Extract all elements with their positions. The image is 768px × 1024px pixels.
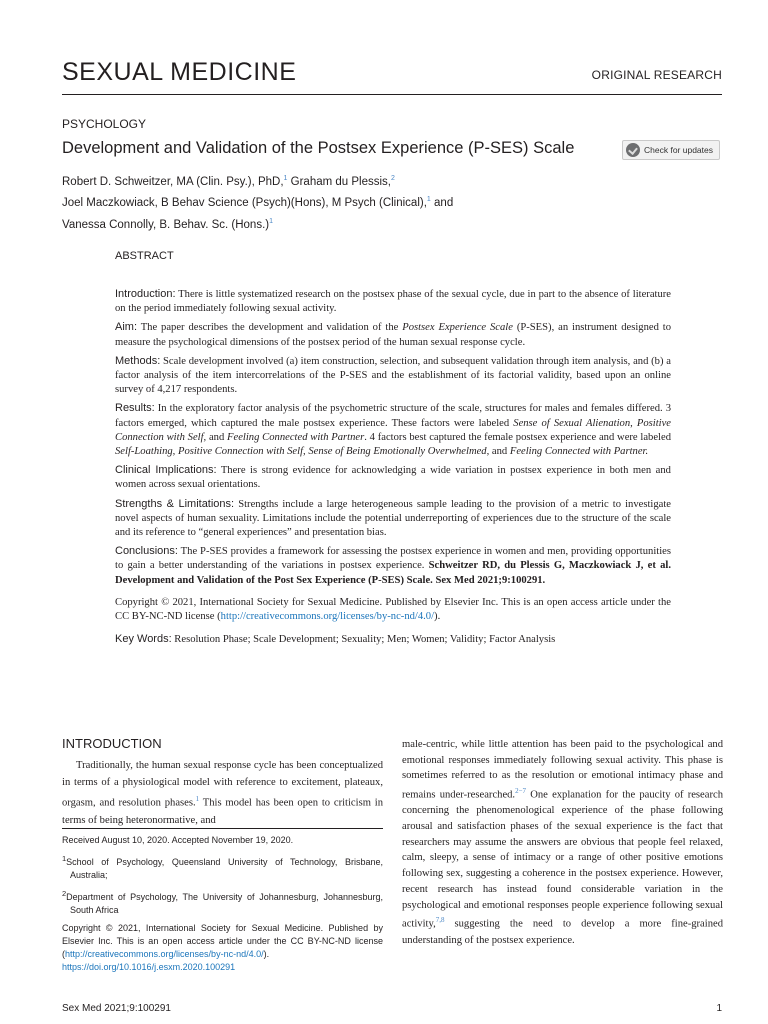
copyright-text: Copyright © 2021, International Society for Sexual Medicine. Published by Elsevier Inc. This is an open access article under the CC BY-NC-ND license ( xyxy=(62,923,383,959)
keywords-text: Resolution Phase; Scale Development; Sexuality; Men; Women; Validity; Factor Analysis xyxy=(171,634,556,646)
check-for-updates-button[interactable] xyxy=(622,140,720,160)
abstract-heading: ABSTRACT xyxy=(115,250,174,262)
introduction-heading: INTRODUCTION xyxy=(62,736,162,751)
abstract-text: . 4 factors best captured the female postsex experience and were labeled xyxy=(364,431,672,443)
abstract-label: Aim: xyxy=(115,321,137,334)
abstract-text: Postsex Experience Scale xyxy=(402,322,513,334)
abstract-text: (P-SES), an instrument designed to measure the psychological dimensions of the postsex period of the human sexual response cycle. xyxy=(115,322,671,348)
affiliation-ref[interactable]: 1 xyxy=(283,175,288,182)
abstract-aim xyxy=(115,320,671,349)
body-text: This model has been open to criticism in terms of being heteronormative, and xyxy=(62,797,383,826)
reference-link[interactable]: 1 xyxy=(195,795,200,803)
author-line: Robert D. Schweitzer, MA (Clin. Psy.), PhD, xyxy=(62,175,284,188)
affiliation-footnote xyxy=(62,852,383,882)
abstract-body xyxy=(115,287,671,651)
reference-link[interactable]: 2−7 xyxy=(515,787,527,796)
author-list xyxy=(62,170,702,234)
footnote-copyright xyxy=(62,922,383,974)
abstract-label: Strengths & Limitations: xyxy=(115,497,235,510)
citation-text: Schweitzer RD, du Plessis G, Maczkowiack J, et al. Development and Validation of the Post Sex Experience (P-SES) Scale. Sex Med 2021;9:100291. xyxy=(115,560,671,586)
checkmark-icon xyxy=(626,143,640,157)
article-type: ORIGINAL RESEARCH xyxy=(591,68,722,82)
abstract-text: There is strong evidence for acknowledging a wide variation in postsex experience in both men and women across sexual orientations. xyxy=(115,465,671,491)
body-text: male-centric, while little attention has been paid to the psychological and emotional responses immediately following sexual activity. This phase is sometimes referred to as the resolution or emotional intimacy phase and remains under-researched. xyxy=(402,739,723,801)
abstract-text: Feeling Connected with Partner. xyxy=(509,446,649,458)
journal-title: SEXUAL MEDICINE xyxy=(62,58,297,86)
check-for-updates-label: Check for updates xyxy=(644,145,713,155)
affiliation-text: Department of Psychology, The University of Johannesburg, Johannesburg, South Africa xyxy=(66,892,383,915)
section-label: PSYCHOLOGY xyxy=(62,117,147,131)
abstract-conclusions xyxy=(115,544,671,588)
abstract-text: Strengths include a large heterogeneous sample leading to the provision of a metric to investigate novel aspects of human sexuality. Limitations include the potential underreporting of experiences due to the structure of the scale and its reference to “general experiences” and presentation bias. xyxy=(115,498,672,539)
affiliation-ref[interactable]: 1 xyxy=(269,217,274,225)
abstract-text: and xyxy=(206,431,228,443)
affiliation-number: 2 xyxy=(62,889,67,898)
page-number: 1 xyxy=(716,1003,722,1014)
copyright-text: ). xyxy=(263,949,270,959)
affiliation-ref[interactable]: 1 xyxy=(426,196,431,204)
affiliation-number: 1 xyxy=(62,854,67,863)
abstract-text: In the exploratory factor analysis of the psychometric structure of the scale, structures for males and females differed. 3 factors emerged, which captured the male postsex experience. These factors were labeled xyxy=(115,403,671,429)
body-column-left xyxy=(62,757,383,829)
copyright-text: Copyright © 2021, International Society for Sexual Medicine. Published by Elsevier Inc. This is an open access article under the CC BY-NC-ND license ( xyxy=(115,596,671,623)
body-text: suggesting the need to develop a more fine-grained understanding of the postsex experience. xyxy=(402,918,723,946)
body-paragraph xyxy=(402,737,723,948)
abstract-copyright xyxy=(115,596,671,624)
abstract-label: Results: xyxy=(115,402,155,415)
copyright-text: ). xyxy=(434,611,441,623)
abstract-label: Methods: xyxy=(115,354,161,367)
article-title: Development and Validation of the Postsex Experience (P-SES) Scale xyxy=(62,139,575,157)
footnote-rule xyxy=(62,828,383,829)
author-line: Joel Maczkowiack, B Behav Science (Psych)(Hons), M Psych (Clinical), xyxy=(62,197,427,210)
body-text: Traditionally, the human sexual response cycle has been conceptualized in terms of a physiological model with reference to excitement, plateaux, orgasm, and resolution phases. xyxy=(62,760,383,809)
abstract-text: The paper describes the development and validation of the xyxy=(137,322,403,334)
affiliation-ref[interactable]: 2 xyxy=(391,175,395,182)
doi-link[interactable]: https://doi.org/10.1016/j.esxm.2020.100291 xyxy=(62,962,236,972)
body-paragraph xyxy=(62,757,383,829)
abstract-results xyxy=(115,401,671,459)
abstract-label: Conclusions: xyxy=(115,545,178,558)
abstract-text: There is little systematized research on the postsex phase of the sexual cycle, due in part to the absence of literature on the period immediately following sexual activity. xyxy=(115,289,671,315)
abstract-text: Sense of Sexual Alienation, Positive Connection with Self, xyxy=(115,417,671,443)
abstract-strengths xyxy=(115,497,671,541)
abstract-methods xyxy=(115,354,671,398)
abstract-text: and xyxy=(489,446,510,458)
affiliation-footnote xyxy=(62,887,383,917)
author-line: Vanessa Connolly, B. Behav. Sc. (Hons.) xyxy=(62,218,270,231)
license-link[interactable]: http://creativecommons.org/licenses/by-nc-nd/4.0/ xyxy=(220,611,435,623)
author-line: and xyxy=(430,197,454,210)
abstract-introduction xyxy=(115,287,671,316)
header-rule xyxy=(62,94,722,95)
license-link[interactable]: http://creativecommons.org/licenses/by-nc-nd/4.0/ xyxy=(65,949,264,959)
received-dates: Received August 10, 2020. Accepted November 19, 2020. xyxy=(62,835,294,845)
abstract-text: Scale development involved (a) item construction, selection, and subsequent validation through item analysis, and (b) a factor analysis of the item intercorrelations of the P-SES and the establishment of its factorial validity, based upon an online survey of 4,217 respondents. xyxy=(115,355,671,396)
abstract-text: Feeling Connected with Partner xyxy=(227,431,365,443)
abstract-clinical xyxy=(115,463,671,492)
abstract-text: The P-SES provides a framework for assessing the postsex experience in women and men, providing opportunities to gain a better understanding of the variations in postsex experience. xyxy=(115,546,671,572)
abstract-label: Introduction: xyxy=(115,288,176,300)
footnotes xyxy=(62,834,383,974)
author-line: Graham du Plessis, xyxy=(287,175,391,188)
abstract-label: Clinical Implications: xyxy=(115,464,217,477)
abstract-text: Self-Loathing, Positive Connection with Self, Sense of Being Emotionally Overwhelmed, xyxy=(115,446,490,458)
abstract-label: Key Words: xyxy=(115,633,172,646)
body-column-right xyxy=(402,737,723,948)
body-text: One explanation for the paucity of research concerning the phenomenological experience of the phase following arousal and satisfaction phases of the sexual experience is the fact that researchers may assume the answers are obvious that people feel relaxed, calm, sleepy, a sense of intimacy or a range of other positive emotions following sex, suggesting a coherence in the postsex experience. However, recent research has instead found considerable variation in the psychological and emotional responses people experience following sexual activity, xyxy=(402,789,723,930)
affiliation-text: School of Psychology, Queensland University of Technology, Brisbane, Australia; xyxy=(66,857,383,880)
keywords xyxy=(115,632,671,647)
footer-citation: Sex Med 2021;9:100291 xyxy=(62,1003,171,1014)
reference-link[interactable]: 7,8 xyxy=(435,916,445,925)
